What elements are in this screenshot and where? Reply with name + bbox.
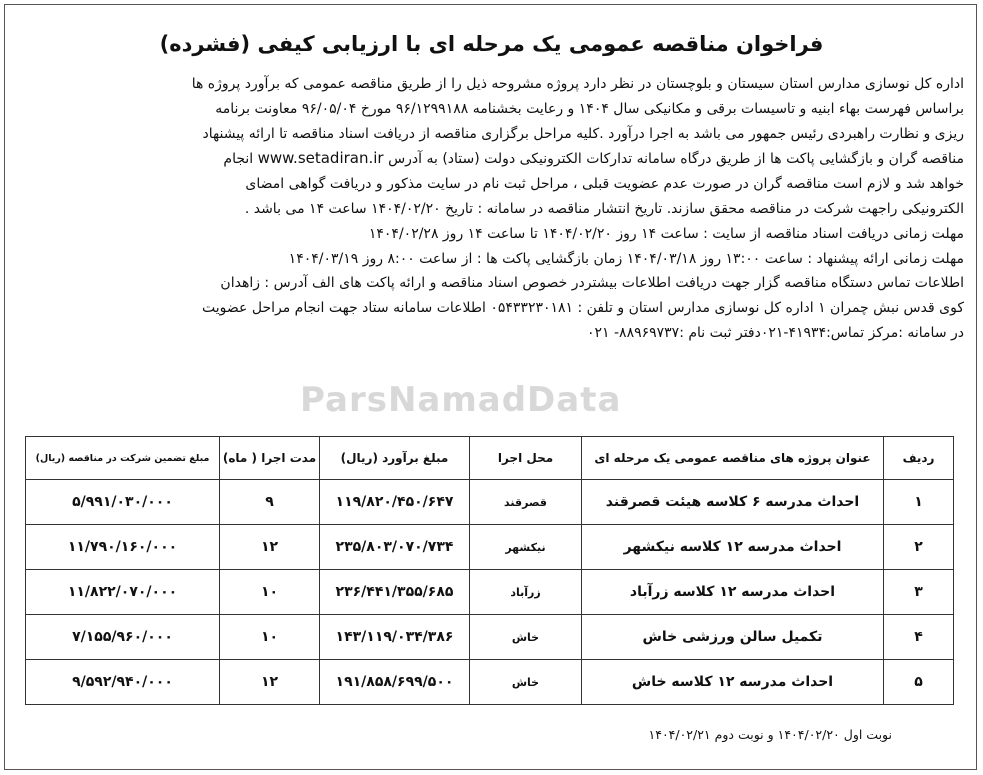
cell-guarantee: ۱۱/۸۲۲/۰۷۰/۰۰۰ [26,570,220,615]
cell-guarantee: ۹/۵۹۲/۹۴۰/۰۰۰ [26,660,220,705]
cell-project: احداث مدرسه ۱۲ کلاسه نیکشهر [582,525,884,570]
deadline-opening: زمان بازگشایی پاکت ها : از ساعت ۸:۰۰ روز ۱۴۰۴/۰۳/۱۹ [288,250,623,267]
cell-estimate: ۲۳۶/۴۴۱/۳۵۵/۶۸۵ [320,570,470,615]
paragraph-line: ریزی و نظارت راهبردی رئیس جمهور می باشد به اجرا درآورد .کلیه مراحل برگزاری مناقصه از دریافت اسناد مناقصه تا ارائه پیشنهاد [202,125,964,142]
cell-project: احداث مدرسه ۱۲ کلاسه خاش [582,660,884,705]
cell-location: زرآباد [470,570,582,615]
deadline-submit-offer: مهلت زمانی ارائه پیشنهاد : ساعت ۱۳:۰۰ روز ۱۴۰۴/۰۳/۱۸ [626,250,964,267]
table-row [26,615,954,660]
deadline-receive-docs: مهلت زمانی دریافت اسناد مناقصه از سایت : ساعت ۱۴ روز ۱۴۰۴/۰۲/۲۰ تا ساعت ۱۴ روز ۱۴۰۴/۰۲/۲۸ [368,225,964,242]
contact-line: کوی قدس نبش چمران ۱ اداره کل نوسازی مدارس استان و تلفن : ۰۵۴۳۳۲۳۰۱۸۱ اطلاعات سامانه ستاد جهت انجام مراحل عضویت [202,300,964,317]
paragraph-line: براساس فهرست بهاء ابنیه و تاسیسات برقی و مکانیکی سال ۱۴۰۴ و رعایت بخشنامه ۹۶/۱۲۹۹۱۸۸ مورخ ۹۶/۰۵/۰۴ معاونت برنامه [215,100,964,117]
header-row-number: ردیف [884,437,954,480]
cell-estimate: ۱۹۱/۸۵۸/۶۹۹/۵۰۰ [320,660,470,705]
header-estimate: مبلغ برآورد (ریال) [320,437,470,480]
contact-line: اطلاعات تماس دستگاه مناقصه گزار جهت دریافت اطلاعات بیشتردر خصوص اسناد مناقصه و ارائه پاکت های الف آدرس : زاهدان [220,275,964,292]
header-guarantee: مبلغ تضمین شرکت در مناقصه (ریال) [26,437,220,480]
cell-row-number: ۲ [884,525,954,570]
paragraph-line: الکترونیکی راجهت شرکت در مناقصه محقق سازند. تاریخ انتشار مناقصه در سامانه : تاریخ ۱۴۰۴/۰۲/۲۰ ساعت ۱۴ می باشد . [244,200,964,217]
paragraph-line: خواهد شد و لازم است مناقصه گران در صورت عدم عضویت قبلی ، مراحل ثبت نام در سایت مذکور و دریافت گواهی امضای [245,176,964,193]
cell-estimate: ۱۴۳/۱۱۹/۰۳۴/۳۸۶ [320,615,470,660]
paragraph-line: اداره کل نوسازی مدارس استان سیستان و بلوچستان در نظر دارد پروژه مشروحه ذیل را از طریق مناقصه عمومی که برآورد پروژه ها [191,76,964,92]
table-row [26,480,954,525]
cell-location: نیکشهر [470,525,582,570]
cell-duration: ۱۲ [220,525,320,570]
paragraph-line [12,146,964,172]
header-project: عنوان پروژه های مناقصه عمومی یک مرحله ای [582,437,884,480]
header-duration: مدت اجرا ( ماه) [220,437,320,480]
cell-guarantee: ۷/۱۵۵/۹۶۰/۰۰۰ [26,615,220,660]
cell-duration: ۹ [220,480,320,525]
cell-row-number: ۴ [884,615,954,660]
cell-estimate: ۱۱۹/۸۲۰/۴۵۰/۶۴۷ [320,480,470,525]
table-row [26,660,954,705]
table-header-row [26,437,954,480]
deadline-row [12,247,964,272]
cell-duration: ۱۰ [220,570,320,615]
cell-guarantee: ۱۱/۷۹۰/۱۶۰/۰۰۰ [26,525,220,570]
cell-project: احداث مدرسه ۶ کلاسه هیئت قصرقند [582,480,884,525]
paragraph-line-part: مناقصه گران و بازگشایی پاکت ها از طریق درگاه سامانه تدارکات الکترونیکی دولت (ستاد) به آدرس [388,151,964,168]
cell-row-number: ۳ [884,570,954,615]
cell-project: تکمیل سالن ورزشی خاش [582,615,884,660]
contact-line: در سامانه :مرکز تماس:۴۱۹۳۴-۰۲۱دفتر ثبت نام :۸۸۹۶۹۷۳۷- ۰۲۱ [586,324,964,341]
header-location: محل اجرا [470,437,582,480]
cell-guarantee: ۵/۹۹۱/۰۳۰/۰۰۰ [26,480,220,525]
cell-location: قصرقند [470,480,582,525]
notice-body [12,72,964,346]
cell-row-number: ۱ [884,480,954,525]
notice-title: فراخوان مناقصه عمومی یک مرحله ای با ارزیابی کیفی (فشرده) [159,32,824,56]
cell-project: احداث مدرسه ۱۲ کلاسه زرآباد [582,570,884,615]
watermark-logo: ParsNamadData [300,380,622,420]
paragraph-line-part: انجام [223,151,254,168]
table-row [26,525,954,570]
table-row [26,570,954,615]
tender-table [25,436,954,705]
cell-row-number: ۵ [884,660,954,705]
website-link[interactable]: www.setadiran.ir [257,149,384,168]
cell-location: خاش [470,660,582,705]
cell-estimate: ۲۳۵/۸۰۳/۰۷۰/۷۳۴ [320,525,470,570]
cell-duration: ۱۰ [220,615,320,660]
cell-location: خاش [470,615,582,660]
publication-dates: نوبت اول ۱۴۰۴/۰۲/۲۰ و نوبت دوم ۱۴۰۴/۰۲/۲۱ [648,727,892,742]
cell-duration: ۱۲ [220,660,320,705]
